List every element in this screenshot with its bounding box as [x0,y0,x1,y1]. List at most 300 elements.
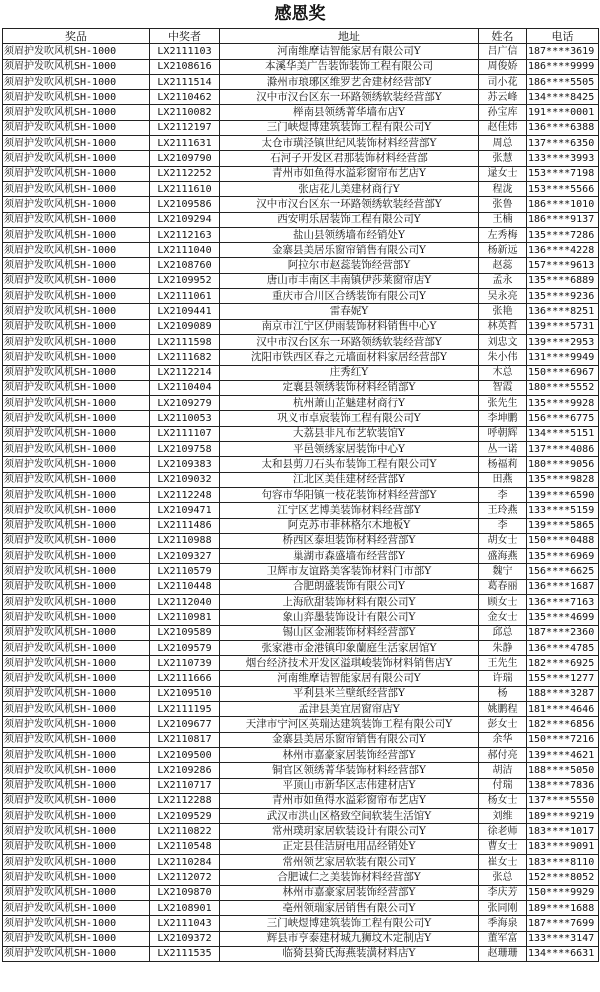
address-cell: 巢湖市森盛墙布经营部Y [220,549,479,564]
address-cell: 亳州领瑞家居销售有限公司Y [220,900,479,915]
table-row [3,579,599,594]
address-cell: 三门峡煜博建筑装饰工程有限公司Y [220,916,479,931]
phone-cell: 136****7163 [527,594,599,609]
prize-cell: 须眉护发吹风机SH-1000 [3,503,150,518]
name-cell: 王先生 [479,656,527,671]
prize-cell: 须眉护发吹风机SH-1000 [3,579,150,594]
name-cell: 董军富 [479,931,527,946]
prize-cell: 须眉护发吹风机SH-1000 [3,671,150,686]
table-row [3,855,599,870]
winner-id-cell: LX2109952 [150,273,220,288]
winner-id-cell: LX2108616 [150,59,220,74]
phone-cell: 187****2360 [527,625,599,640]
name-cell: 许瑞 [479,671,527,686]
winner-id-cell: LX2111040 [150,243,220,258]
table-row [3,442,599,457]
phone-cell: 139****5865 [527,518,599,533]
name-cell: 杨 [479,686,527,701]
phone-cell: 156****6625 [527,564,599,579]
table-row [3,74,599,89]
prize-cell: 须眉护发吹风机SH-1000 [3,120,150,135]
winner-id-cell: LX2111631 [150,136,220,151]
phone-cell: 157****9613 [527,258,599,273]
name-cell: 余华 [479,732,527,747]
table-row [3,916,599,931]
prize-cell: 须眉护发吹风机SH-1000 [3,518,150,533]
address-cell: 本溪华美广告装饰装饰工程有限公司 [220,59,479,74]
name-cell: 吕广信 [479,44,527,59]
address-cell: 张店花儿美建材商行Y [220,181,479,196]
winner-id-cell: LX2112288 [150,793,220,808]
winner-id-cell: LX2110404 [150,380,220,395]
phone-cell: 150****9929 [527,885,599,900]
page-title: 感恩奖 [274,4,326,24]
phone-cell: 133****5159 [527,503,599,518]
phone-cell: 152****8052 [527,870,599,885]
prize-cell: 须眉护发吹风机SH-1000 [3,442,150,457]
winner-id-cell: LX2109758 [150,442,220,457]
table-row [3,289,599,304]
name-cell: 李庆芳 [479,885,527,900]
table-row [3,839,599,854]
winner-id-cell: LX2110739 [150,656,220,671]
winner-id-cell: LX2109441 [150,304,220,319]
address-cell: 金寨县美居乐窗帘销售有限公司Y [220,243,479,258]
prize-cell: 须眉护发吹风机SH-1000 [3,686,150,701]
prize-cell: 须眉护发吹风机SH-1000 [3,59,150,74]
prize-cell: 须眉护发吹风机SH-1000 [3,870,150,885]
winner-id-cell: LX2109870 [150,885,220,900]
prize-cell: 须眉护发吹风机SH-1000 [3,610,150,625]
name-cell: 胡洁 [479,763,527,778]
header-address: 地址 [220,29,479,44]
address-cell: 阿拉尔市赵蕊装饰经营部Y [220,258,479,273]
table-row [3,258,599,273]
phone-cell: 134****8425 [527,90,599,105]
prize-cell: 须眉护发吹风机SH-1000 [3,549,150,564]
address-cell: 象山弈墨装饰设计有限公司Y [220,610,479,625]
table-row [3,549,599,564]
table-row [3,686,599,701]
winner-id-cell: LX2109471 [150,503,220,518]
prize-cell: 须眉护发吹风机SH-1000 [3,44,150,59]
address-cell: 河南维摩诘智能家居有限公司Y [220,44,479,59]
phone-cell: 139****2953 [527,334,599,349]
prize-cell: 须眉护发吹风机SH-1000 [3,533,150,548]
table-row [3,793,599,808]
name-cell: 智霞 [479,380,527,395]
phone-cell: 137****4086 [527,442,599,457]
name-cell: 金女士 [479,610,527,625]
address-cell: 平顶山市新华区志伟建材店Y [220,778,479,793]
winner-id-cell: LX2111043 [150,916,220,931]
table-row [3,105,599,120]
prize-cell: 须眉护发吹风机SH-1000 [3,732,150,747]
phone-cell: 136****4228 [527,243,599,258]
name-cell: 苏云峰 [479,90,527,105]
phone-cell: 136****8251 [527,304,599,319]
winner-id-cell: LX2109529 [150,809,220,824]
phone-cell: 191****0001 [527,105,599,120]
table-row [3,166,599,181]
address-cell: 庄秀红Y [220,365,479,380]
address-cell: 常州璞玥家居软装设计有限公司Y [220,824,479,839]
phone-cell: 133****3147 [527,931,599,946]
prize-cell: 须眉护发吹风机SH-1000 [3,487,150,502]
prize-cell: 须眉护发吹风机SH-1000 [3,396,150,411]
phone-cell: 189****1688 [527,900,599,915]
table-row [3,426,599,441]
address-cell: 盐山县领绣墙布经销处Y [220,227,479,242]
winner-id-cell: LX2111535 [150,946,220,961]
address-cell: 林州市嘉豪家居装饰经营部Y [220,885,479,900]
prize-cell: 须眉护发吹风机SH-1000 [3,304,150,319]
table-row [3,151,599,166]
prize-cell: 须眉护发吹风机SH-1000 [3,809,150,824]
table-row [3,120,599,135]
prize-cell: 须眉护发吹风机SH-1000 [3,90,150,105]
winner-id-cell: LX2111061 [150,289,220,304]
address-cell: 三门峡煜博建筑装饰工程有限公司Y [220,120,479,135]
phone-cell: 183****8110 [527,855,599,870]
address-cell: 西安明乐居装饰工程有限公司Y [220,212,479,227]
address-cell: 武汉市洪山区格致空间软装生活馆Y [220,809,479,824]
prize-cell: 须眉护发吹风机SH-1000 [3,74,150,89]
prize-cell: 须眉护发吹风机SH-1000 [3,778,150,793]
name-cell: 赵蕊 [479,258,527,273]
table-row [3,273,599,288]
name-cell: 徐老师 [479,824,527,839]
address-cell: 上海欣甜装饰材料有限公司Y [220,594,479,609]
address-cell: 杭州萧山芷魅建材商行Y [220,396,479,411]
name-cell: 张艳 [479,304,527,319]
prize-cell: 须眉护发吹风机SH-1000 [3,166,150,181]
winner-id-cell: LX2110579 [150,564,220,579]
prize-cell: 须眉护发吹风机SH-1000 [3,181,150,196]
address-cell: 金寨县美居乐窗帘销售有限公司Y [220,732,479,747]
phone-cell: 135****9236 [527,289,599,304]
prize-cell: 须眉护发吹风机SH-1000 [3,656,150,671]
table-row [3,564,599,579]
winner-id-cell: LX2109372 [150,931,220,946]
name-cell: 朱小伟 [479,350,527,365]
phone-cell: 186****9137 [527,212,599,227]
name-cell: 刘忠文 [479,334,527,349]
winner-id-cell: LX2112248 [150,487,220,502]
address-cell: 句容市华阳镇一枝花装饰材料经营部Y [220,487,479,502]
name-cell: 赵珊珊 [479,946,527,961]
phone-cell: 188****5050 [527,763,599,778]
address-cell: 定襄县领绣装饰材料经销部Y [220,380,479,395]
prize-cell: 须眉护发吹风机SH-1000 [3,885,150,900]
address-cell: 汉中市汉台区东一环路领绣软装经营部Y [220,334,479,349]
phone-cell: 137****5550 [527,793,599,808]
phone-cell: 183****9091 [527,839,599,854]
phone-cell: 153****7198 [527,166,599,181]
phone-cell: 131****9949 [527,350,599,365]
winner-id-cell: LX2109589 [150,625,220,640]
phone-cell: 134****5151 [527,426,599,441]
prize-cell: 须眉护发吹风机SH-1000 [3,319,150,334]
phone-cell: 135****6889 [527,273,599,288]
address-cell: 合肥朗盛装饰有限公司Y [220,579,479,594]
name-cell: 魏宁 [479,564,527,579]
winners-table [2,28,599,962]
phone-cell: 135****7286 [527,227,599,242]
phone-cell: 139****6590 [527,487,599,502]
name-cell: 姚鹏程 [479,702,527,717]
address-cell: 青州市如鱼得水溢彩窗帘布艺店Y [220,793,479,808]
prize-cell: 须眉护发吹风机SH-1000 [3,564,150,579]
winner-id-cell: LX2110988 [150,533,220,548]
address-cell: 合肥诚仁之美装饰材料经营部Y [220,870,479,885]
phone-cell: 134****6631 [527,946,599,961]
address-cell: 唐山市丰南区丰南镇伊莎莱窗帘店Y [220,273,479,288]
name-cell: 李坤鹏 [479,411,527,426]
table-row [3,931,599,946]
name-cell: 司小花 [479,74,527,89]
header-prize: 奖品 [3,29,150,44]
winner-id-cell: LX2109500 [150,747,220,762]
address-cell: 张家港市金港镇印象蘭庭生活家居馆Y [220,640,479,655]
phone-cell: 183****1017 [527,824,599,839]
winner-id-cell: LX2110284 [150,855,220,870]
address-cell: 江北区美佳建材经营部Y [220,472,479,487]
table-row [3,380,599,395]
phone-cell: 135****9828 [527,472,599,487]
prize-cell: 须眉护发吹风机SH-1000 [3,289,150,304]
table-row [3,472,599,487]
winner-id-cell: LX2108901 [150,900,220,915]
phone-cell: 135****4699 [527,610,599,625]
name-cell: 王楠 [479,212,527,227]
name-cell: 盛海燕 [479,549,527,564]
address-cell: 滁州市琅琊区维罗艺舍建材经营部Y [220,74,479,89]
name-cell: 周俊娇 [479,59,527,74]
address-cell: 锡山区金湘装饰材料经营部Y [220,625,479,640]
table-row [3,181,599,196]
winner-id-cell: LX2109677 [150,717,220,732]
address-cell: 江宁区艺博美装饰材料经营部Y [220,503,479,518]
prize-cell: 须眉护发吹风机SH-1000 [3,350,150,365]
winner-id-cell: LX2111514 [150,74,220,89]
prize-cell: 须眉护发吹风机SH-1000 [3,472,150,487]
table-row [3,197,599,212]
name-cell: 顾女士 [479,594,527,609]
table-row [3,747,599,762]
name-cell: 郝付亮 [479,747,527,762]
table-row [3,212,599,227]
address-cell: 汉中市汉台区东一环路领绣软装经营部Y [220,90,479,105]
phone-cell: 150****0488 [527,533,599,548]
address-cell: 辉县市亨泰建材城九狮坟木定制店Y [220,931,479,946]
name-cell: 呼朝辉 [479,426,527,441]
prize-cell: 须眉护发吹风机SH-1000 [3,136,150,151]
winner-id-cell: LX2111682 [150,350,220,365]
table-row [3,503,599,518]
phone-cell: 137****6350 [527,136,599,151]
prize-cell: 须眉护发吹风机SH-1000 [3,243,150,258]
winner-id-cell: LX2109279 [150,396,220,411]
table-row [3,243,599,258]
address-cell: 平邑领绣家居装饰中心Y [220,442,479,457]
table-row [3,227,599,242]
winner-id-cell: LX2110981 [150,610,220,625]
prize-cell: 须眉护发吹风机SH-1000 [3,426,150,441]
prize-cell: 须眉护发吹风机SH-1000 [3,625,150,640]
table-row [3,656,599,671]
table-row [3,717,599,732]
table-row [3,304,599,319]
address-cell: 青州市如鱼得水溢彩窗帘布艺店Y [220,166,479,181]
phone-cell: 181****4646 [527,702,599,717]
name-cell: 崔女士 [479,855,527,870]
table-row [3,702,599,717]
winner-id-cell: LX2109510 [150,686,220,701]
winner-id-cell: LX2111195 [150,702,220,717]
phone-cell: 135****9928 [527,396,599,411]
prize-cell: 须眉护发吹风机SH-1000 [3,855,150,870]
address-cell: 沈阳市铁西区春之元墙面材料家居经营部Y [220,350,479,365]
prize-cell: 须眉护发吹风机SH-1000 [3,411,150,426]
address-cell: 卫辉市友谊路美客装饰材料门市部Y [220,564,479,579]
name-cell: 葛春丽 [479,579,527,594]
address-cell: 天津市宁河区英瑞达建筑装饰工程有限公司Y [220,717,479,732]
winner-id-cell: LX2112163 [150,227,220,242]
prize-cell: 须眉护发吹风机SH-1000 [3,640,150,655]
prize-cell: 须眉护发吹风机SH-1000 [3,717,150,732]
name-cell: 张鲁 [479,197,527,212]
name-cell: 程泷 [479,181,527,196]
table-row [3,319,599,334]
table-row [3,136,599,151]
prize-cell: 须眉护发吹风机SH-1000 [3,197,150,212]
winner-id-cell: LX2110082 [150,105,220,120]
table-row [3,518,599,533]
address-cell: 河南维摩诘智能家居有限公司Y [220,671,479,686]
name-cell: 周总 [479,136,527,151]
phone-cell: 136****6388 [527,120,599,135]
name-cell: 张同刚 [479,900,527,915]
table-row [3,365,599,380]
prize-cell: 须眉护发吹风机SH-1000 [3,151,150,166]
address-cell: 正定县佳洁厨电用品经销处Y [220,839,479,854]
winner-id-cell: LX2109286 [150,763,220,778]
prize-cell: 须眉护发吹风机SH-1000 [3,946,150,961]
phone-cell: 180****5552 [527,380,599,395]
table-row [3,411,599,426]
prize-cell: 须眉护发吹风机SH-1000 [3,273,150,288]
phone-cell: 139****5731 [527,319,599,334]
prize-cell: 须眉护发吹风机SH-1000 [3,365,150,380]
winner-id-cell: LX2110822 [150,824,220,839]
name-cell: 赵佳炜 [479,120,527,135]
name-cell: 孟永 [479,273,527,288]
name-cell: 张慧 [479,151,527,166]
phone-cell: 155****1277 [527,671,599,686]
header-winner-id: 中奖者 [150,29,220,44]
prize-cell: 须眉护发吹风机SH-1000 [3,380,150,395]
name-cell: 曹女士 [479,839,527,854]
phone-cell: 135****6969 [527,549,599,564]
prize-cell: 须眉护发吹风机SH-1000 [3,763,150,778]
address-cell: 雷春妮Y [220,304,479,319]
table-row [3,885,599,900]
address-cell: 孟津县美宜居窗帘店Y [220,702,479,717]
name-cell: 彭女士 [479,717,527,732]
prize-cell: 须眉护发吹风机SH-1000 [3,594,150,609]
table-row [3,396,599,411]
table-row [3,809,599,824]
phone-cell: 182****6856 [527,717,599,732]
table-row [3,457,599,472]
phone-cell: 150****7216 [527,732,599,747]
address-cell: 太和县剪刀石头布装饰工程有限公司Y [220,457,479,472]
winner-id-cell: LX2111610 [150,181,220,196]
phone-cell: 182****6925 [527,656,599,671]
winner-id-cell: LX2109383 [150,457,220,472]
table-row [3,900,599,915]
address-cell: 大荔县非凡布艺软装馆Y [220,426,479,441]
address-cell: 铜官区领绣菁华装饰材料经营部Y [220,763,479,778]
name-cell: 张总 [479,870,527,885]
winner-id-cell: LX2111107 [150,426,220,441]
winner-id-cell: LX2111486 [150,518,220,533]
table-row [3,640,599,655]
table-row [3,946,599,961]
address-cell: 太仓市璜泾镇世纪风装饰材料经营部Y [220,136,479,151]
table-row [3,90,599,105]
address-cell: 巩义市卓宸装饰工程有限公司Y [220,411,479,426]
winner-id-cell: LX2109327 [150,549,220,564]
prize-cell: 须眉护发吹风机SH-1000 [3,105,150,120]
address-cell: 榉南县领绣菁华墙布店Y [220,105,479,120]
header-row [3,29,599,44]
table-row [3,824,599,839]
table-row [3,533,599,548]
prize-cell: 须眉护发吹风机SH-1000 [3,457,150,472]
phone-cell: 186****1010 [527,197,599,212]
name-cell: 刘维 [479,809,527,824]
table-row [3,763,599,778]
phone-cell: 153****5566 [527,181,599,196]
winner-id-cell: LX2112197 [150,120,220,135]
address-cell: 南京市江宁区伊雨装饰材料销售中心Y [220,319,479,334]
prize-cell: 须眉护发吹风机SH-1000 [3,747,150,762]
winner-id-cell: LX2109790 [150,151,220,166]
address-cell: 阿克苏市菲林格尔木地板Y [220,518,479,533]
prize-cell: 须眉护发吹风机SH-1000 [3,931,150,946]
name-cell: 田燕 [479,472,527,487]
prize-cell: 须眉护发吹风机SH-1000 [3,227,150,242]
phone-cell: 150****6967 [527,365,599,380]
name-cell: 逯女士 [479,166,527,181]
winner-id-cell: LX2110817 [150,732,220,747]
name-cell: 李 [479,487,527,502]
name-cell: 杨新远 [479,243,527,258]
address-cell: 重庆市合川区合绣装饰有限公司Y [220,289,479,304]
winner-id-cell: LX2110053 [150,411,220,426]
winner-id-cell: LX2111598 [150,334,220,349]
name-cell: 朱静 [479,640,527,655]
name-cell: 孙宝库 [479,105,527,120]
table-row [3,610,599,625]
address-cell: 临猗县猗氏海燕装潢材料店Y [220,946,479,961]
phone-cell: 133****3993 [527,151,599,166]
address-cell: 烟台经济技术开发区溢琪峻装饰材料销售店Y [220,656,479,671]
table-row [3,625,599,640]
name-cell: 王玲燕 [479,503,527,518]
